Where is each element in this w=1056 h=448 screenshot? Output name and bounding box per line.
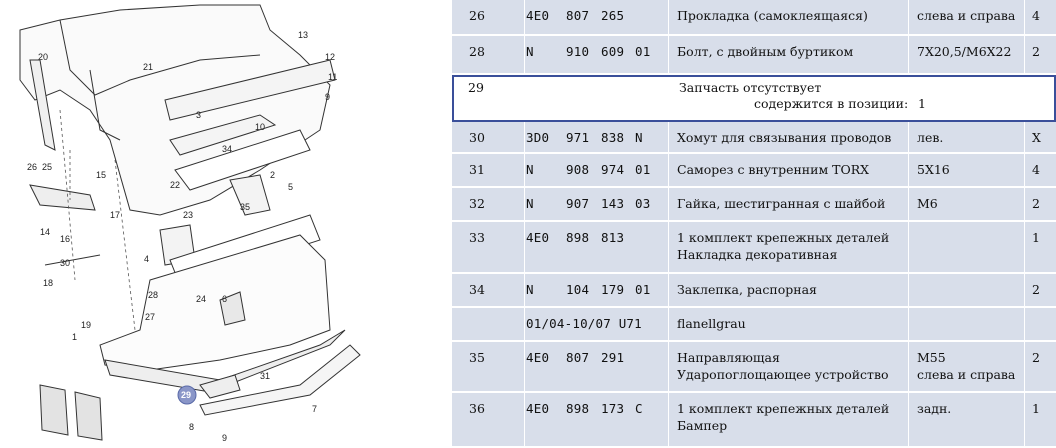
row-number: 31 [469,162,485,177]
part-note: 7X20,5/M6X22 [917,44,1012,59]
part-main: 907 [566,196,590,211]
part-prefix: N [526,44,534,59]
part-quantity: 1 [1032,230,1040,245]
callout-1: 1 [72,332,78,342]
part-note: лев. [917,130,944,145]
callout-10: 10 [255,122,266,132]
part-description: Прокладка (самоклеящаяся) [677,8,868,23]
part-sub: 265 [601,8,625,23]
part-quantity: 4 [1032,162,1040,177]
part-main: 910 [566,44,590,59]
part-quantity: 2 [1032,282,1040,297]
part-prefix: N [526,282,534,297]
callout-35: 35 [240,202,251,212]
callout-4: 4 [144,254,150,264]
part-sub: 974 [601,162,625,177]
callout-12: 12 [325,52,336,62]
missing-part-reference-label: содержится в позиции: [754,96,909,111]
row-number: 34 [469,282,485,297]
part-main: 898 [566,401,590,416]
callout-26: 26 [27,162,38,172]
part-sub: 291 [601,350,625,365]
part-description: flanellgrau [677,316,746,331]
part-description: Заклепка, распорная [677,282,817,297]
row-number: 26 [469,8,485,23]
table-cell-divider [452,342,525,393]
part-description: Гайка, шестигранная с шайбой [677,196,886,211]
callout-15: 15 [96,170,107,180]
row-number: 30 [469,130,485,145]
missing-part-text: Запчасть отсутствует [679,80,822,95]
table-row[interactable] [452,36,1056,75]
table-cell-divider [909,222,1025,274]
callout-9: 9 [325,92,331,102]
row-number: 35 [469,350,485,365]
part-suffix: C [635,401,643,416]
parts-diagram [0,0,450,448]
table-cell-divider [909,308,1025,342]
table-row[interactable] [452,188,1056,222]
row-number: 32 [469,196,485,211]
part-description: Ударопоглощающее устройство [677,367,889,382]
part-prefix: 4E0 [526,8,550,23]
part-suffix: 01 [635,162,651,177]
table-cell-divider [452,154,525,188]
part-description: Болт, с двойным буртиком [677,44,854,59]
part-prefix: N [526,162,534,177]
part-main: 898 [566,230,590,245]
callout-34: 34 [222,144,233,154]
table-row-missing-part[interactable] [452,75,1056,122]
row-number: 28 [469,44,485,59]
callout-7: 7 [312,404,318,414]
part-prefix: 4E0 [526,230,550,245]
part-sub: 609 [601,44,625,59]
part-main: 807 [566,350,590,365]
part-description: Хомут для связывания проводов [677,130,892,145]
callout-5: 5 [288,182,294,192]
part-main: 971 [566,130,590,145]
part-sub: 179 [601,282,625,297]
part-quantity: 4 [1032,8,1040,23]
callout-9b: 9 [222,433,228,443]
callout-6: 6 [222,294,228,304]
callout-2: 2 [270,170,276,180]
table-row[interactable] [452,222,1056,274]
part-suffix: N [635,130,643,145]
missing-part-reference: 1 [918,96,926,111]
part-prefix: 3D0 [526,130,550,145]
callout-3: 3 [196,110,202,120]
callout-22: 22 [170,180,181,190]
callout-14: 14 [40,227,51,237]
part-note: 5X16 [917,162,950,177]
table-row[interactable] [452,393,1056,448]
table-cell-divider [452,36,525,75]
part-description: 1 комплект крепежных деталей [677,401,890,416]
part-main: 908 [566,162,590,177]
part-note: слева и справа [917,367,1016,382]
callout-25: 25 [42,162,53,172]
row-number: 29 [468,80,484,95]
callout-31: 31 [260,371,271,381]
callout-30: 30 [60,258,71,268]
part-description: Накладка декоративная [677,247,838,262]
callout-23: 23 [183,210,194,220]
table-cell-divider [452,188,525,222]
part-sub: 838 [601,130,625,145]
part-quantity: X [1032,130,1041,145]
table-cell-divider [452,0,525,36]
part-sub: 173 [601,401,625,416]
callout-24: 24 [196,294,207,304]
callout-21: 21 [143,62,154,72]
part-note: задн. [917,401,952,416]
part-description: Бампер [677,418,728,433]
part-sub: 813 [601,230,625,245]
callout-17: 17 [110,210,121,220]
table-row[interactable] [452,342,1056,393]
callout-13: 13 [298,30,309,40]
table-cell-divider [452,274,525,308]
callout-19: 19 [81,320,92,330]
callout-20: 20 [38,52,49,62]
part-suffix: 01 [635,44,651,59]
table-row[interactable] [452,274,1056,308]
table-row[interactable] [452,154,1056,188]
callout-16: 16 [60,234,71,244]
parts-table [452,0,1056,448]
part-description: 1 комплект крепежных деталей [677,230,890,245]
part-description: Саморез с внутренним TORX [677,162,870,177]
part-suffix: 03 [635,196,651,211]
table-cell-divider [909,274,1025,308]
part-note: M6 [917,196,938,211]
table-row[interactable] [452,122,1056,154]
callout-8: 8 [189,422,195,432]
row-number: 33 [469,230,485,245]
part-code-range: 01/04-10/07 U71 [526,316,642,331]
svg-text:29: 29 [181,390,192,400]
callout-27: 27 [145,312,156,322]
part-prefix: N [526,196,534,211]
callout-11: 11 [328,72,338,82]
table-cell-divider [452,393,525,448]
table-cell-divider [452,308,525,342]
table-row[interactable] [452,308,1056,342]
part-main: 104 [566,282,590,297]
part-description: Направляющая [677,350,780,365]
part-prefix: 4E0 [526,350,550,365]
part-suffix: 01 [635,282,651,297]
part-main: 807 [566,8,590,23]
part-note: M55 [917,350,946,365]
table-cell-divider [452,222,525,274]
part-quantity: 1 [1032,401,1040,416]
part-note: слева и справа [917,8,1016,23]
row-number: 36 [469,401,485,416]
part-quantity: 2 [1032,44,1040,59]
part-sub: 143 [601,196,625,211]
callout-28: 28 [148,290,159,300]
part-prefix: 4E0 [526,401,550,416]
table-cell-divider [452,122,525,154]
part-quantity: 2 [1032,196,1040,211]
part-quantity: 2 [1032,350,1040,365]
callout-18: 18 [43,278,54,288]
highlighted-callout-29[interactable] [178,386,196,404]
table-row[interactable] [452,0,1056,36]
